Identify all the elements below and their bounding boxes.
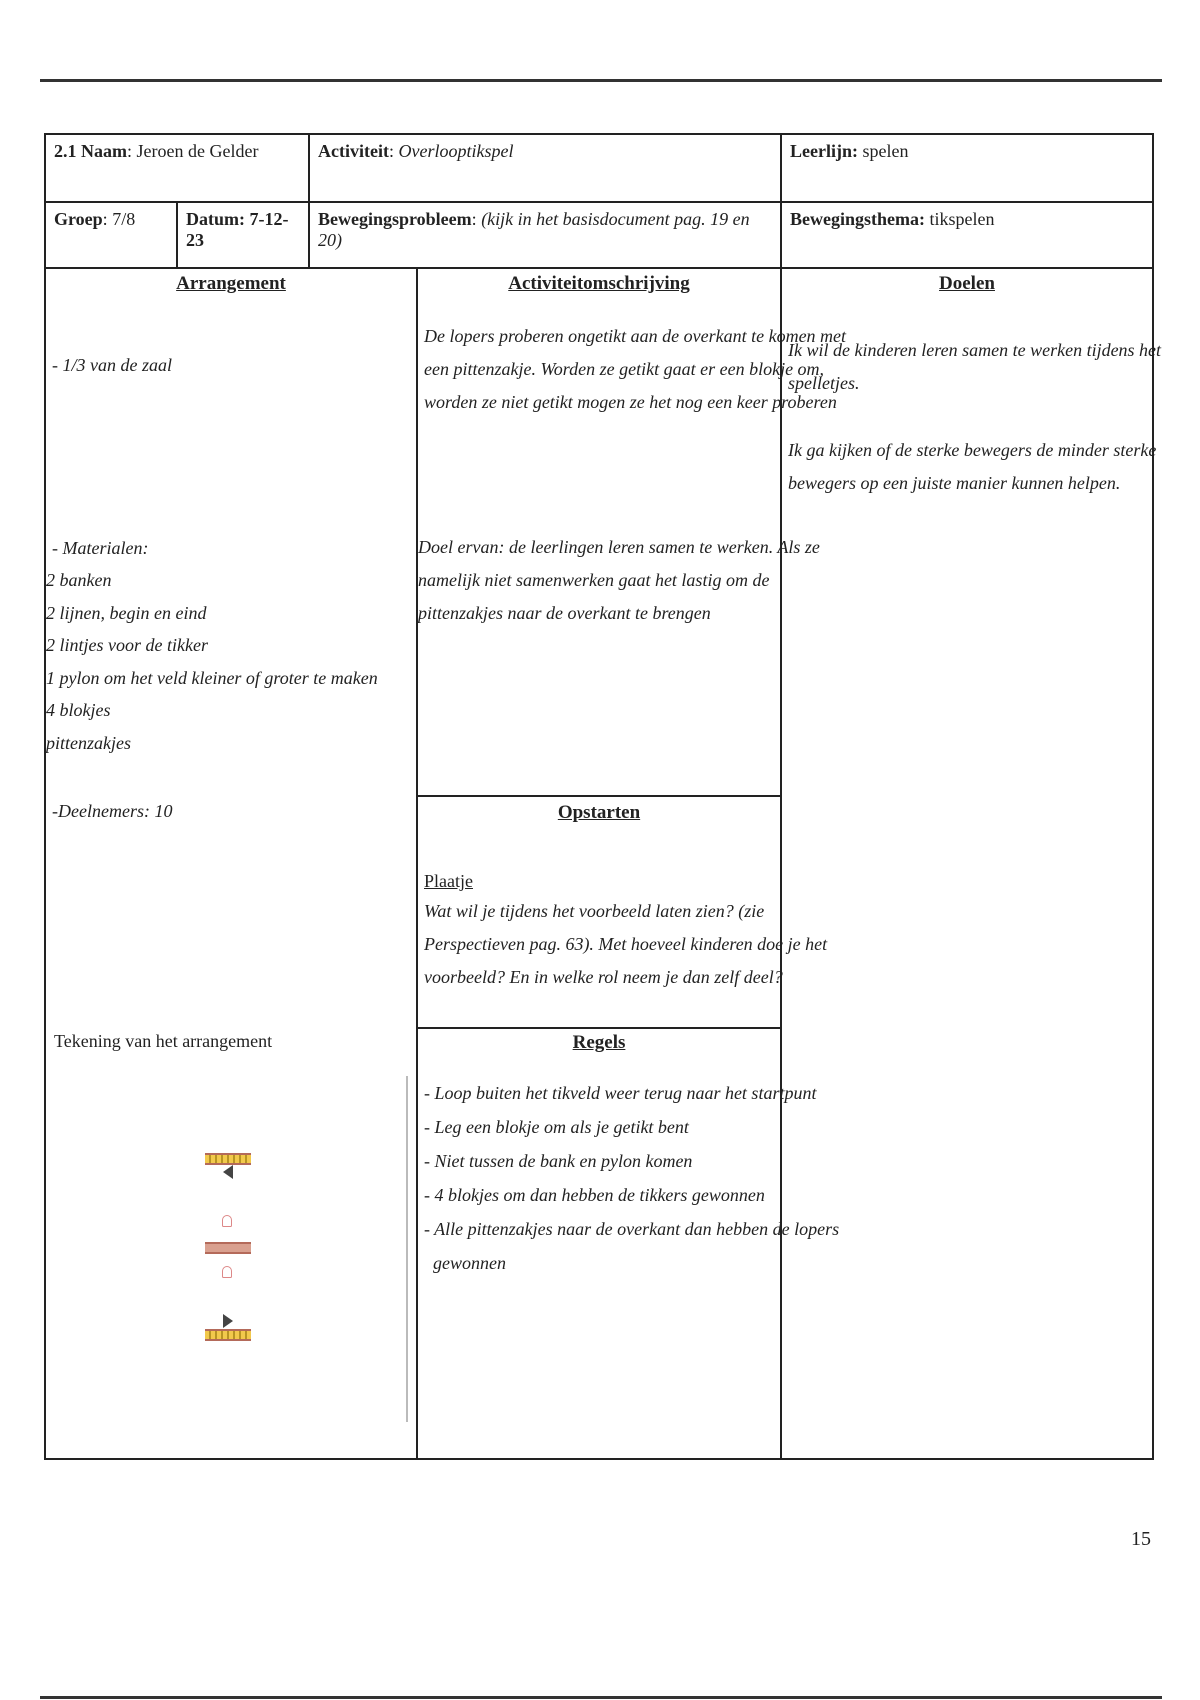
datum-label: Datum: 7-12-23 [186, 209, 289, 250]
plaatje-link: Plaatje [424, 871, 473, 891]
doel-line: pittenzakjes naar de overkant te brengen [418, 603, 711, 623]
arrangement-drawing [205, 1151, 251, 1341]
naam-value: Jeroen de Gelder [136, 141, 259, 161]
activiteit-label: Activiteit [318, 141, 389, 161]
doel1-line: Ik wil de kinderen leren samen te werken tijdens het [788, 340, 1162, 360]
opstarten-title: Opstarten [557, 802, 641, 823]
regel-item: - 4 blokjes om dan hebben de tikkers gewonnen [424, 1185, 765, 1205]
groep-value: 7/8 [112, 209, 136, 229]
materiaal-item: 1 pylon om het veld kleiner of groter te maken [46, 667, 378, 688]
zaal-text: - 1/3 van de zaal [52, 355, 172, 375]
groep-cell: Groep: 7/8 [44, 201, 178, 269]
bottom-rule [40, 1696, 1162, 1699]
materiaal-item: pittenzakjes [46, 732, 131, 753]
materiaal-item: 2 lijnen, begin en eind [46, 602, 207, 623]
materiaal-item: 4 blokjes [46, 700, 111, 720]
bewegingsthema-label: Bewegingsthema: [790, 209, 925, 229]
materiaal-item: 2 lintjes voor de tikker [46, 635, 208, 655]
regel-item: - Alle pittenzakjes naar de overkant dan hebben de lopers [424, 1219, 840, 1239]
naam-label: 2.1 Naam [54, 141, 127, 161]
doel-ervan-text [418, 531, 820, 630]
vraag-line: voorbeeld? En in welke rol neem je dan zelf deel? [424, 967, 783, 987]
arrangement-title: Arrangement [176, 273, 286, 294]
materialen-label: - Materialen: [52, 538, 149, 558]
doel1-line: spelletjes. [788, 373, 860, 393]
leerlijn-label: Leerlijn: [790, 141, 858, 161]
bewegingsprobleem-value: (kijk in het basisdocument pag. 19 en 20) [318, 209, 750, 250]
bench-bar [205, 1242, 251, 1254]
regels-list [424, 1076, 839, 1280]
page-number: 15 [1131, 1528, 1151, 1550]
end-line-bench [205, 1329, 251, 1341]
opstarten-vraag [424, 895, 827, 994]
bewegingsthema-value: tikspelen [929, 209, 995, 229]
begin-line-bench [205, 1153, 251, 1165]
doel-1-text [788, 334, 1161, 400]
materialen-list [46, 564, 378, 759]
regel-item: gewonnen [424, 1253, 506, 1273]
drawing-frame-line [406, 1076, 408, 1422]
regel-item: - Loop buiten het tikveld weer terug naar het startpunt [424, 1083, 817, 1103]
bewegingsprobleem-cell: Bewegingsprobleem: (kijk in het basisdocument pag. 19 en 20) [308, 201, 782, 269]
blokje-icon [222, 1215, 232, 1227]
tekening-label: Tekening van het arrangement [54, 1031, 273, 1051]
vraag-line: Perspectieven pag. 63). Met hoeveel kinderen doe je het [424, 934, 828, 954]
omschrijving-line: worden ze niet getikt mogen ze het nog een keer proberen [424, 392, 837, 412]
activiteit-value: Overlooptikspel [398, 141, 514, 161]
doel-2-text [788, 434, 1156, 500]
doel-line: namelijk niet samenwerken gaat het lastig om de [418, 570, 770, 590]
deelnemers-text: -Deelnemers: 10 [52, 801, 173, 821]
naam-cell: 2.1 Naam: Jeroen de Gelder [44, 133, 310, 203]
leerlijn-cell [780, 133, 1154, 203]
activiteit-cell: Activiteit: Overlooptikspel [308, 133, 782, 203]
groep-label: Groep [54, 209, 103, 229]
doelen-title: Doelen [939, 273, 995, 294]
omschrijving-text [424, 320, 846, 419]
pylon-triangle-icon [223, 1165, 233, 1179]
pylon-triangle-icon [223, 1314, 233, 1328]
omschrijving-line: De lopers proberen ongetikt aan de overkant te komen met [424, 326, 847, 346]
materiaal-item: 2 banken [46, 570, 112, 590]
bewegingsthema-cell [780, 201, 1154, 269]
datum-cell [176, 201, 310, 269]
bewegingsprobleem-label: Bewegingsprobleem [318, 209, 472, 229]
blokje-icon [222, 1266, 232, 1278]
doel2-line: Ik ga kijken of de sterke bewegers de minder sterke [788, 440, 1157, 460]
activiteitomschrijving-title: Activiteitomschrijving [508, 273, 690, 294]
regels-title: Regels [572, 1032, 626, 1053]
doel2-line: bewegers op een juiste manier kunnen helpen. [788, 473, 1121, 493]
regel-item: - Leg een blokje om als je getikt bent [424, 1117, 689, 1137]
top-rule [40, 79, 1162, 82]
regel-item: - Niet tussen de bank en pylon komen [424, 1151, 693, 1171]
vraag-line: Wat wil je tijdens het voorbeeld laten zien? (zie [424, 901, 765, 921]
doel-line: Doel ervan: de leerlingen leren samen te werken. Als ze [418, 537, 820, 557]
omschrijving-line: een pittenzakje. Worden ze getikt gaat er een blokje om, [424, 359, 825, 379]
leerlijn-value: spelen [862, 141, 909, 161]
